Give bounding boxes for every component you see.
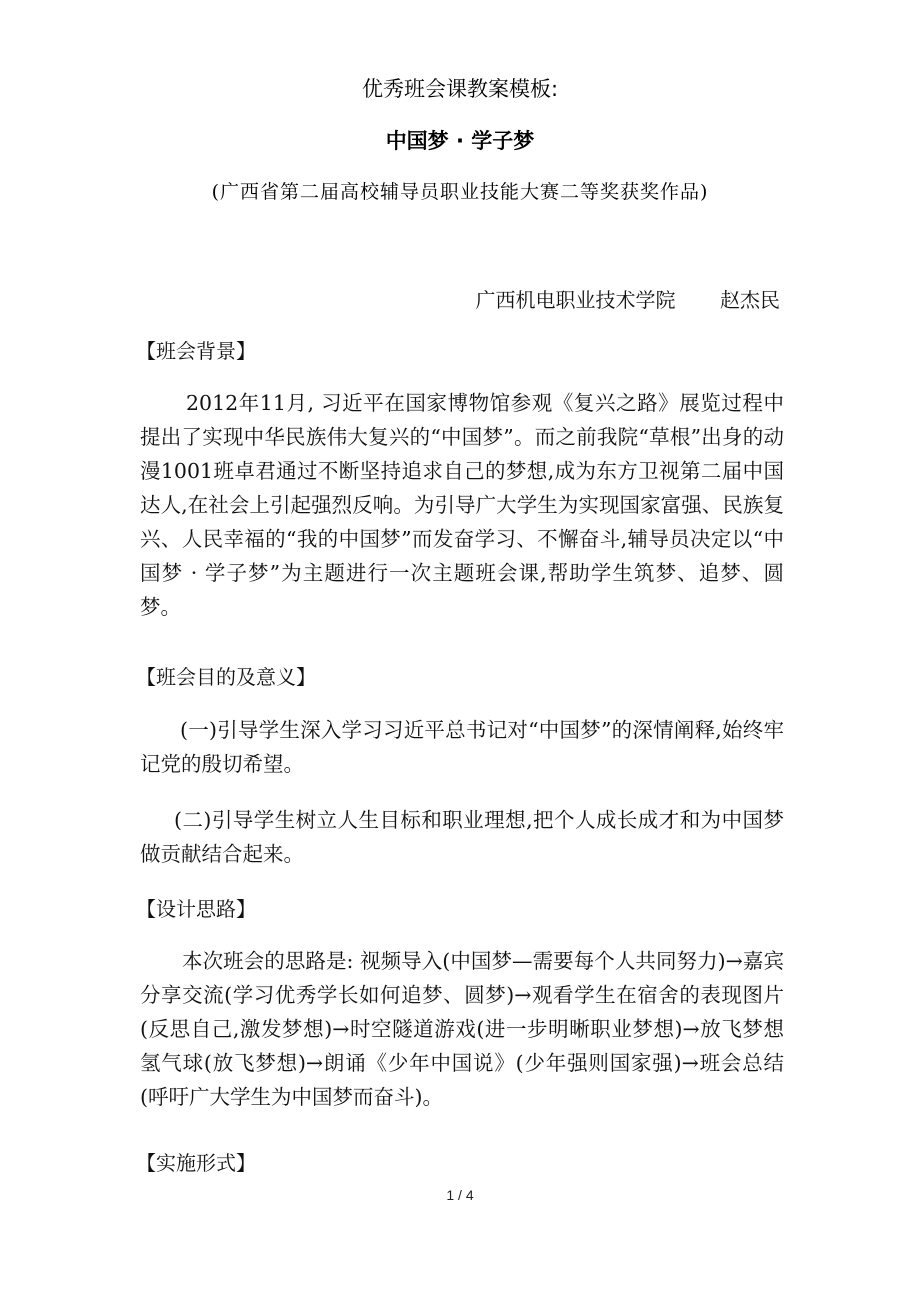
section-heading-design: 【设计思路】 xyxy=(136,897,256,921)
purpose-paragraph-1: (一)引导学生深入学习习近平总书记对“中国梦”的深情阐释,始终牢记党的殷切希望。 xyxy=(140,718,784,776)
purpose-paragraph-2: (二)引导学生树立人生目标和职业理想,把个人成长成才和为中国梦做贡献结合起来。 xyxy=(140,808,784,866)
author-line: 广西机电职业技术学院 赵杰民 xyxy=(475,288,780,312)
section-heading-format: 【实施形式】 xyxy=(136,1151,256,1175)
document-title: 优秀班会课教案模板: xyxy=(361,77,559,101)
background-paragraph: 2012年11月, 习近平在国家博物馆参观《复兴之路》展览过程中提出了实现中华民族伟大复兴的“中国梦”。而之前我院“草根”出身的动漫1001班卓君通过不断坚持追求自己的梦想,成为东方卫视第二届中国达人,在社会上引起强烈反响。为引导广大学生为实现国家富强、民族复兴、人民幸福的“我的中国梦”而发奋学习、不懈奋斗,辅导员决定以“中国梦 · 学子梦”为主题进行一次主题班会课,帮助学生筑梦、追梦、圆梦。 xyxy=(140,391,784,619)
page-number: 1 / 4 xyxy=(446,1187,474,1203)
design-paragraph: 本次班会的思路是: 视频导入(中国梦—需要每个人共同努力)→嘉宾分享交流(学习优秀学长如何追梦、圆梦)→观看学生在宿舍的表现图片(反思自己,激发梦想)→时空隧道游戏(进一步明晰职业梦想)→放飞梦想氢气球(放飞梦想)→朗诵《少年中国说》(少年强则国家强)→班会总结(呼吁广大学生为中国梦而奋斗)。 xyxy=(140,949,784,1109)
document-subtitle: 中国梦 · 学子梦 xyxy=(385,129,535,153)
section-heading-purpose: 【班会目的及意义】 xyxy=(136,665,316,689)
section-heading-background: 【班会背景】 xyxy=(136,339,256,363)
award-note: (广西省第二届高校辅导员职业技能大赛二等奖获奖作品) xyxy=(211,181,709,203)
